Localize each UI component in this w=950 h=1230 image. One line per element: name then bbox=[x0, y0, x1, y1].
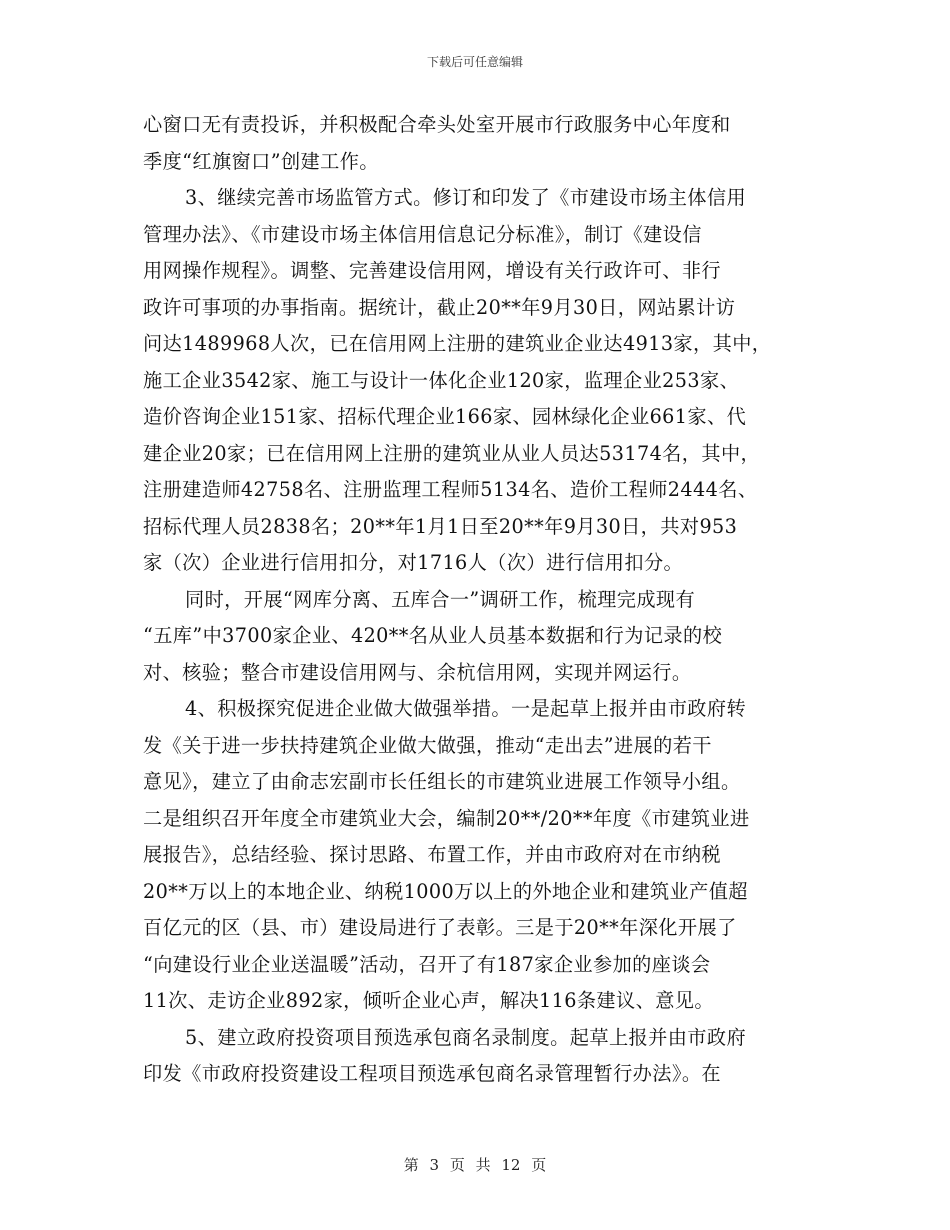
text-line: 施工企业3542家、施工与设计一体化企业120家，监理企业253家、 bbox=[143, 368, 740, 392]
text-line: 20**万以上的本地企业、纳税1000万以上的外地企业和建筑业产值超 bbox=[143, 879, 748, 903]
text-line: 用网操作规程》。调整、完善建设信用网，增设有关行政许可、非行 bbox=[143, 259, 722, 282]
page-header-note: 下载后可任意编辑 bbox=[426, 55, 523, 69]
text-line: 问达1489968人次，已在信用网上注册的建筑业企业达4913家，其中， bbox=[143, 332, 772, 355]
document-body bbox=[143, 107, 815, 1093]
text-line: 建企业20家；已在信用网上注册的建筑业从业人员达53174名，其中， bbox=[143, 441, 761, 465]
text-line: 4、积极探究促进企业做大做强举措。一是起草上报并由市政府转 bbox=[185, 697, 747, 720]
text-line: 家（次）企业进行信用扣分，对1716人（次）进行信用扣分。 bbox=[143, 551, 684, 574]
text-line: 注册建造师42758名、注册监理工程师5134名、造价工程师2444名、 bbox=[143, 478, 758, 501]
text-line: 对、核验；整合市建设信用网与、余杭信用网，实现并网运行。 bbox=[143, 660, 692, 684]
text-line: 管理办法》、《市建设市场主体信用信息记分标准》，制订《建设信 bbox=[143, 222, 702, 246]
text-line: 政许可事项的办事指南。据统计，截止20**年9月30日，网站累计访 bbox=[143, 295, 736, 319]
text-line: 同时，开展“网库分离、五库合一”调研工作，梳理完成现有 bbox=[185, 587, 696, 611]
text-line: 百亿元的区（县、市）建设局进行了表彰。三是于20**年深化开展了 bbox=[143, 916, 737, 939]
text-line: “五库”中3700家企业、420**名从业人员基本数据和行为记录的校 bbox=[143, 624, 723, 647]
text-line: 二是组织召开年度全市建筑业大会，编制20**/20**年度《市建筑业进 bbox=[143, 806, 750, 830]
text-line: 招标代理人员2838名；20**年1月1日至20**年9月30日，共对953 bbox=[143, 514, 738, 538]
text-line: 11次、走访企业892家，倾听企业心声，解决116条建议、意见。 bbox=[143, 989, 714, 1012]
text-line: 心窗口无有责投诉，并积极配合牵头处室开展市行政服务中心年度和 bbox=[143, 113, 731, 136]
text-line: 展报告》，总结经验、探讨思路、布置工作，并由市政府对在市纳税 bbox=[143, 843, 722, 866]
text-line: 印发《市政府投资建设工程项目预选承包商名录管理暂行办法》。在 bbox=[143, 1062, 722, 1085]
page-number-footer: 第 3 页 共 12 页 bbox=[403, 1156, 547, 1174]
text-line: 5、建立政府投资项目预选承包商名录制度。起草上报并由市政府 bbox=[185, 1025, 747, 1049]
text-line: 造价咨询企业151家、招标代理企业166家、园林绿化企业661家、代 bbox=[143, 405, 747, 428]
text-line: 发《关于进一步扶持建筑企业做大做强，推动“走出去”进展的若干 bbox=[143, 733, 712, 757]
text-line: 意见》，建立了由俞志宏副市长任组长的市建筑业进展工作领导小组。 bbox=[143, 770, 741, 793]
text-line: 季度“红旗窗口”创建工作。 bbox=[143, 149, 379, 173]
text-line: “向建设行业企业送温暖”活动，召开了有187家企业参加的座谈会 bbox=[143, 952, 711, 976]
text-line: 3、继续完善市场监管方式。修订和印发了《市建设市场主体信用 bbox=[185, 186, 747, 209]
